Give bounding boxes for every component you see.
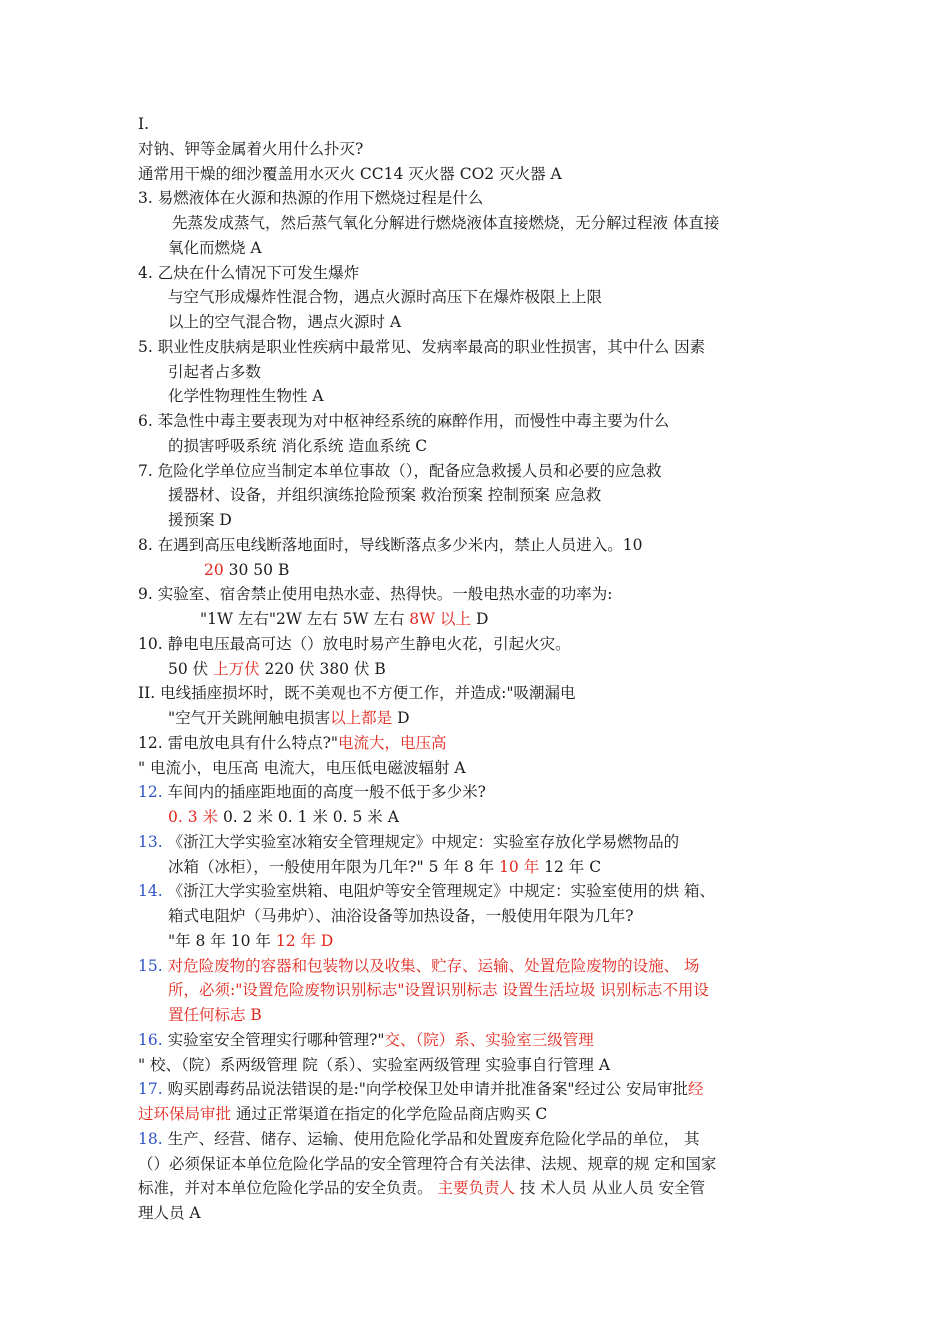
text-line bbox=[138, 632, 828, 657]
text-line bbox=[138, 261, 828, 286]
text-line bbox=[138, 731, 828, 756]
text-segment: 通常用干燥的细沙覆盖用水灭火 CC14 灭火器 CO2 灭火器 A bbox=[138, 164, 562, 183]
text-line bbox=[138, 1152, 828, 1177]
text-line bbox=[138, 756, 828, 781]
text-segment: 生产、经营、储存、运输、使用危险化学品和处置废弃危险化学品的单位， 其 bbox=[162, 1129, 700, 1148]
text-line bbox=[138, 137, 828, 162]
text-segment: 上万伏 bbox=[213, 659, 260, 678]
text-segment: 0. 2 米 0. 1 米 0. 5 米 A bbox=[218, 808, 399, 826]
text-segment: "1W 左右"2W 左右 5W 左右 bbox=[200, 610, 410, 628]
text-line bbox=[168, 978, 858, 1003]
text-segment: 实验室安全管理实行哪种管理?" bbox=[162, 1030, 385, 1049]
text-segment: 7. 危险化学单位应当制定本单位事故（），配备应急救援人员和必要的应急救 bbox=[138, 461, 662, 480]
text-segment: 17. bbox=[138, 1080, 163, 1099]
text-segment: 理人员 A bbox=[138, 1204, 201, 1222]
text-segment: D bbox=[392, 709, 410, 727]
text-line bbox=[168, 855, 858, 880]
text-line bbox=[138, 830, 828, 855]
text-line bbox=[138, 335, 828, 360]
text-segment: 6. 苯急性中毒主要表现为对中枢神经系统的麻醉作用，而慢性中毒主要为什么 bbox=[138, 412, 670, 430]
text-segment: " 校、（院）系两级管理 院（系）、实验室两级管理 实验事自行管理 A bbox=[138, 1055, 611, 1074]
text-line bbox=[138, 1028, 828, 1053]
text-segment: 经 bbox=[688, 1080, 704, 1099]
text-segment: 14. bbox=[138, 882, 163, 901]
text-segment: 13. bbox=[138, 832, 163, 851]
text-segment: 9. 实验室、宿舍禁止使用电热水壶、热得快。一般电热水壶的功率为: bbox=[138, 585, 613, 604]
text-segment: 引起者占多数 bbox=[168, 362, 262, 381]
text-segment: 交、（院）系、实验室三级管理 bbox=[384, 1030, 594, 1049]
text-segment: II. 电线插座损坏时，既不美观也不方便工作，并造成:"吸潮漏电 bbox=[138, 684, 576, 703]
text-line bbox=[138, 186, 828, 211]
text-segment: 《浙江大学实验室烘箱、电阻炉等安全管理规定》中规定：实验室使用的烘 箱、 bbox=[162, 882, 716, 901]
text-segment: 12. 雷电放电具有什么特点?" bbox=[138, 733, 339, 752]
text-segment: （）必须保证本单位危险化学品的安全管理符合有关法律、法规、规章的规 定和国家 bbox=[138, 1154, 717, 1173]
text-line bbox=[168, 508, 858, 533]
text-line bbox=[138, 1127, 828, 1152]
text-line bbox=[168, 384, 858, 409]
text-line bbox=[168, 1003, 858, 1028]
text-line bbox=[200, 607, 890, 632]
text-segment: 技 术人员 从业人员 安全管 bbox=[514, 1179, 706, 1198]
text-segment: 以上的空气混合物，遇点火源时 A bbox=[168, 313, 402, 331]
text-line bbox=[138, 459, 828, 484]
text-segment: 援预案 D bbox=[168, 511, 232, 529]
text-segment: 购买剧毒药品说法错误的是:"向学校保卫处申请并批准备案"经过公 安局审批 bbox=[162, 1080, 688, 1099]
text-segment: 12. bbox=[138, 783, 163, 802]
text-segment: 30 50 B bbox=[223, 560, 290, 579]
text-line bbox=[138, 1102, 828, 1127]
text-segment: 冰箱（冰柜），一般使用年限为几年?" 5 年 8 年 bbox=[168, 857, 500, 876]
text-segment: 12 年 C bbox=[539, 857, 602, 876]
text-line bbox=[138, 112, 828, 137]
text-segment: 20 bbox=[204, 560, 224, 579]
text-line bbox=[168, 360, 858, 385]
text-segment: 对钠、钾等金属着火用什么扑灭? bbox=[138, 139, 364, 158]
text-line bbox=[138, 780, 828, 805]
text-line bbox=[168, 434, 858, 459]
text-segment: 《浙江大学实验室冰箱安全管理规定》中规定：实验室存放化学易燃物品的 bbox=[162, 832, 680, 851]
text-line bbox=[138, 1176, 828, 1201]
text-segment: 箱式电阻炉（马弗炉）、油浴设备等加热设备，一般使用年限为几年? bbox=[168, 907, 634, 925]
text-line bbox=[168, 706, 858, 731]
text-line bbox=[138, 582, 828, 607]
text-segment: 过环保局审批 bbox=[138, 1105, 232, 1123]
text-line bbox=[168, 310, 858, 335]
text-segment: 先蒸发成蒸气，然后蒸气氧化分解进行燃烧液体直接燃烧，无分解过程液 体直接 bbox=[172, 214, 720, 232]
text-line bbox=[168, 657, 858, 682]
text-segment: 0. 3 米 bbox=[168, 808, 219, 826]
text-segment: 标准，并对本单位危险化学品的安全负责。 bbox=[138, 1179, 438, 1198]
text-line bbox=[172, 211, 862, 236]
text-segment: 主要负责人 bbox=[437, 1179, 515, 1198]
text-line bbox=[168, 805, 858, 830]
text-segment: 10. 静电电压最高可达（）放电时易产生静电火花，引起火灾。 bbox=[138, 634, 571, 653]
text-segment: 氧化而燃烧 A bbox=[168, 238, 262, 257]
text-line bbox=[138, 409, 828, 434]
text-segment: D bbox=[471, 610, 489, 628]
text-line bbox=[168, 236, 858, 261]
text-line bbox=[168, 483, 858, 508]
text-line bbox=[138, 533, 828, 558]
text-segment: 10 年 bbox=[499, 857, 540, 876]
text-segment: 8W 以上 bbox=[409, 610, 472, 628]
text-line bbox=[138, 1077, 828, 1102]
text-line bbox=[204, 558, 894, 583]
text-segment: 16. bbox=[138, 1030, 163, 1049]
text-segment: 12 年 D bbox=[275, 931, 334, 950]
text-segment: 化学性物理性生物性 A bbox=[168, 387, 324, 406]
text-segment: 5. 职业性皮肤病是职业性疾病中最常见、发病率最高的职业性损害，其中什么 因素 bbox=[138, 337, 706, 356]
text-line bbox=[168, 285, 858, 310]
text-segment: 置任何标志 B bbox=[168, 1006, 262, 1024]
text-line bbox=[138, 162, 828, 187]
text-segment: 通过正常渠道在指定的化学危险品商店购买 C bbox=[231, 1105, 548, 1123]
text-segment: "年 8 年 10 年 bbox=[168, 931, 276, 950]
text-segment: 220 伏 380 伏 B bbox=[259, 659, 386, 678]
text-segment: 电流大，电压高 bbox=[338, 733, 447, 752]
text-segment: 15. bbox=[138, 956, 163, 975]
text-line bbox=[138, 954, 828, 979]
text-segment: 的损害呼吸系统 消化系统 造血系统 C bbox=[168, 436, 428, 455]
text-segment: 以上都是 bbox=[330, 709, 393, 727]
text-segment: 18. bbox=[138, 1129, 163, 1148]
text-segment: 与空气形成爆炸性混合物，遇点火源时高压下在爆炸极限上上限 bbox=[168, 288, 603, 307]
text-segment: 3. 易燃液体在火源和热源的作用下燃烧过程是什么 bbox=[138, 189, 484, 208]
text-segment: 援器材、设备，并组织演练抢险预案 救治预案 控制预案 应急救 bbox=[168, 486, 602, 505]
text-segment: " 电流小，电压高 电流大，电压低电磁波辐射 A bbox=[138, 758, 466, 777]
text-line bbox=[168, 904, 858, 929]
text-line bbox=[138, 681, 828, 706]
text-segment: 对危险废物的容器和包装物以及收集、贮存、运输、处置危险废物的设施、 场 bbox=[162, 956, 700, 975]
text-line bbox=[138, 879, 828, 904]
text-segment: 50 伏 bbox=[168, 659, 214, 678]
text-segment: 车间内的插座距地面的高度一般不低于多少米? bbox=[162, 783, 486, 802]
text-line bbox=[138, 1053, 828, 1078]
text-segment: 4. 乙炔在什么情况下可发生爆炸 bbox=[138, 263, 360, 282]
text-line bbox=[168, 929, 858, 954]
text-segment: 所，必须:"设置危险废物识别标志"设置识别标志 设置生活垃圾 识别标志不用设 bbox=[168, 981, 709, 1000]
text-segment: 8. 在遇到高压电线断落地面时，导线断落点多少米内，禁止人员进入。10 bbox=[138, 535, 643, 554]
text-line bbox=[138, 1201, 828, 1226]
text-segment: I. bbox=[138, 115, 150, 133]
text-segment: "空气开关跳闸触电损害 bbox=[168, 709, 331, 727]
